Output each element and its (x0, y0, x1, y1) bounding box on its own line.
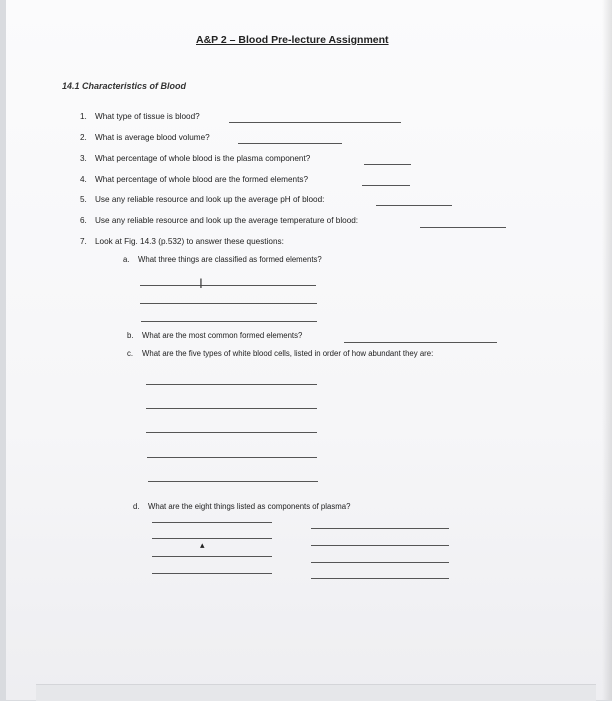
answer-line-a3[interactable] (141, 321, 317, 322)
answer-line-d6[interactable] (311, 545, 449, 546)
page-edge-shadow (602, 0, 612, 700)
question-3: 3. What percentage of whole blood is the plasma component? (80, 154, 311, 163)
answer-line-a1[interactable] (140, 285, 316, 286)
subquestion-d: d. What are the eight things listed as components of plasma? (133, 502, 351, 511)
answer-line-d2[interactable] (152, 538, 272, 539)
answer-line-c1[interactable] (146, 384, 317, 385)
answer-line-d7[interactable] (311, 562, 449, 563)
answer-line-d1[interactable] (152, 522, 272, 523)
subquestion-c: c. What are the five types of white blood cells, listed in order of how abundant they are: (127, 349, 434, 358)
answer-line-5[interactable] (376, 205, 452, 206)
subquestion-b: b. What are the most common formed elements? (127, 331, 303, 340)
answer-line-c3[interactable] (146, 432, 317, 433)
answer-line-d5[interactable] (311, 528, 449, 529)
answer-line-a2[interactable] (140, 303, 317, 304)
answer-line-3[interactable] (364, 164, 411, 165)
question-7: 7. Look at Fig. 14.3 (p.532) to answer these questions: (80, 237, 284, 246)
question-5: 5. Use any reliable resource and look up the average pH of blood: (80, 195, 325, 204)
answer-line-4[interactable] (362, 185, 410, 186)
answer-line-c2[interactable] (146, 408, 317, 409)
question-2: 2. What is average blood volume? (80, 133, 210, 142)
question-1: 1. What type of tissue is blood? (80, 112, 200, 121)
answer-line-1[interactable] (229, 122, 401, 123)
answer-line-6[interactable] (420, 227, 506, 228)
subquestion-a: a. What three things are classified as formed elements? (123, 255, 322, 264)
answer-line-2[interactable] (238, 143, 342, 144)
question-4: 4. What percentage of whole blood are the formed elements? (80, 175, 309, 184)
answer-line-b[interactable] (344, 342, 497, 343)
ink-mark: ▴ (200, 540, 205, 550)
text-cursor-icon: I (199, 275, 203, 291)
answer-line-c4[interactable] (147, 457, 317, 458)
page-bottom-edge (36, 684, 596, 701)
question-6: 6. Use any reliable resource and look up the average temperature of blood: (80, 216, 359, 225)
answer-line-d3[interactable] (152, 556, 272, 557)
answer-line-c5[interactable] (148, 481, 318, 482)
page-title: A&P 2 – Blood Pre-lecture Assignment (196, 34, 389, 46)
section-heading: 14.1 Characteristics of Blood (62, 81, 187, 91)
answer-line-d4[interactable] (152, 573, 272, 574)
answer-line-d8[interactable] (311, 578, 449, 579)
